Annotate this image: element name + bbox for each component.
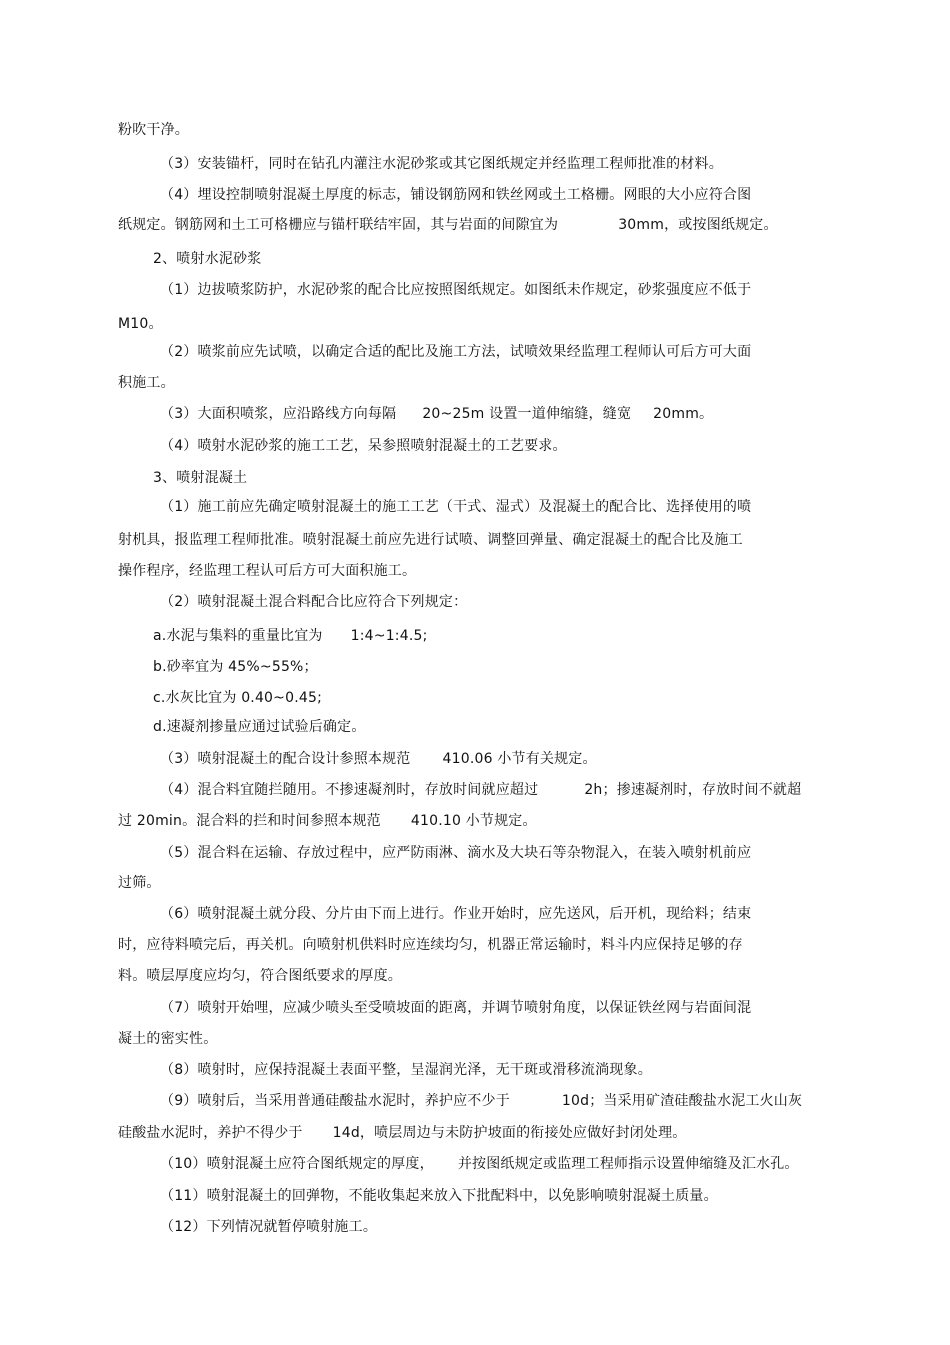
text-line: 积施工。 (118, 375, 175, 391)
section-heading: 3、喷射混凝土 (153, 470, 248, 486)
list-item: c.水灰比宜为 0.40~0.45; (153, 690, 322, 706)
text-line: （3）安装锚杆，同时在钻孔内灌注水泥砂浆或其它图纸规定并经监理工程师批准的材料。 (160, 156, 723, 172)
text-line: （2）喷浆前应先试喷，以确定合适的配比及施工方法，试喷效果经监理工程师认可后方可大面 (160, 344, 752, 360)
list-item (153, 627, 428, 645)
list-item: d.速凝剂掺量应通过试验后确定。 (153, 719, 366, 735)
text-line (160, 405, 713, 423)
text-line: （2）喷射混凝土混合料配合比应符合下列规定： (160, 594, 468, 610)
text-segment: 10d；当采用矿渣硅酸盐水泥工火山灰 (561, 1093, 803, 1109)
section-heading: 2、喷射水泥砂浆 (153, 251, 262, 267)
text-segment: a.水泥与集料的重量比宜为 (153, 628, 323, 644)
text-line: （7）喷射开始哩，应减少喷头至受喷坡面的距离，并调节喷射角度，以保证铁丝网与岩面间混 (160, 1000, 752, 1016)
text-line: （1）边拔喷浆防护，水泥砂浆的配合比应按照图纸规定。如图纸未作规定，砂浆强度应不低于 (160, 282, 752, 298)
text-line: （4）喷射水泥砂浆的施工工艺，呆参照喷射混凝土的工艺要求。 (160, 438, 567, 454)
text-line (160, 1155, 799, 1173)
text-line (160, 1092, 802, 1110)
text-line: 粉吹干净。 (118, 122, 189, 138)
text-line: M10。 (118, 316, 163, 332)
text-segment: 410.10 小节规定。 (410, 813, 537, 829)
text-line: 料。喷层厚度应均匀，符合图纸要求的厚度。 (118, 968, 402, 984)
text-segment: 1:4~1:4.5; (350, 628, 428, 644)
text-line: （1）施工前应先确定喷射混凝土的施工工艺（干式、湿式）及混凝土的配合比、选择使用的喷 (160, 499, 752, 515)
text-segment: （4）混合料宜随拦随用。不掺速凝剂时，存放时间就应超过 (160, 782, 539, 798)
text-segment: 过 20min。混合料的拦和时间参照本规范 (118, 813, 381, 829)
text-line (160, 781, 801, 799)
text-segment: （3）喷射混凝土的配合设计参照本规范 (160, 751, 411, 767)
text-segment: 410.06 小节有关规定。 (442, 751, 597, 767)
text-line: 射机具，报监理工程师批准。喷射混凝土前应先进行试喷、调整回弹量、确定混凝土的配合比及施工 (118, 532, 743, 548)
text-segment: （3）大面积喷浆，应沿路线方向每隔 (160, 406, 397, 422)
text-line (118, 216, 778, 234)
list-item: b.砂率宜为 45%~55%； (153, 659, 318, 675)
text-segment: 30mm，或按图纸规定。 (618, 217, 778, 233)
text-segment: （10）喷射混凝土应符合图纸规定的厚度， (160, 1156, 434, 1172)
text-segment: 并按图纸规定或监理工程师指示设置伸缩缝及汇水孔。 (457, 1156, 799, 1172)
text-segment: 14d，喷层周边与未防护坡面的衔接处应做好封闭处理。 (332, 1125, 687, 1141)
text-line: （5）混合料在运输、存放过程中，应严防雨淋、滴水及大块石等杂物混入，在装入喷射机前应 (160, 845, 752, 861)
text-line: （6）喷射混凝土就分段、分片由下而上进行。作业开始时，应先送风，后开机，现给料；结束 (160, 906, 752, 922)
text-line: 时，应待料喷完后，再关机。向喷射机供料时应连续均匀，机器正常运输时，料斗内应保持足够的存 (118, 937, 743, 953)
text-segment: 纸规定。钢筋网和土工可格栅应与锚杆联结牢固，其与岩面的间隙宜为 (118, 217, 559, 233)
text-line: 过筛。 (118, 875, 161, 891)
text-line: （4）埋设控制喷射混凝土厚度的标志，铺设钢筋网和铁丝网或土工格栅。网眼的大小应符合图 (160, 187, 752, 203)
text-segment: 20~25m 设置一道伸缩缝，缝宽 (422, 406, 632, 422)
text-line: 操作程序，经监理工程认可后方可大面积施工。 (118, 563, 417, 579)
text-line: 凝土的密实性。 (118, 1031, 218, 1047)
text-segment: 2h；掺速凝剂时，存放时间不就超 (584, 782, 802, 798)
text-line: （8）喷射时，应保持混凝土表面平整，呈湿润光泽，无干斑或滑移流淌现象。 (160, 1062, 652, 1078)
text-segment: 20mm。 (653, 406, 714, 422)
text-line (118, 1124, 687, 1142)
text-line: （12）下列情况就暂停喷射施工。 (160, 1219, 378, 1235)
text-line (118, 812, 537, 830)
text-segment: 硅酸盐水泥时，养护不得少于 (118, 1125, 303, 1141)
text-line: （11）喷射混凝土的回弹物，不能收集起来放入下批配料中，以免影响喷射混凝土质量。 (160, 1188, 718, 1204)
text-segment: （9）喷射后，当采用普通硅酸盐水泥时，养护应不少于 (160, 1093, 510, 1109)
text-line (160, 750, 597, 768)
